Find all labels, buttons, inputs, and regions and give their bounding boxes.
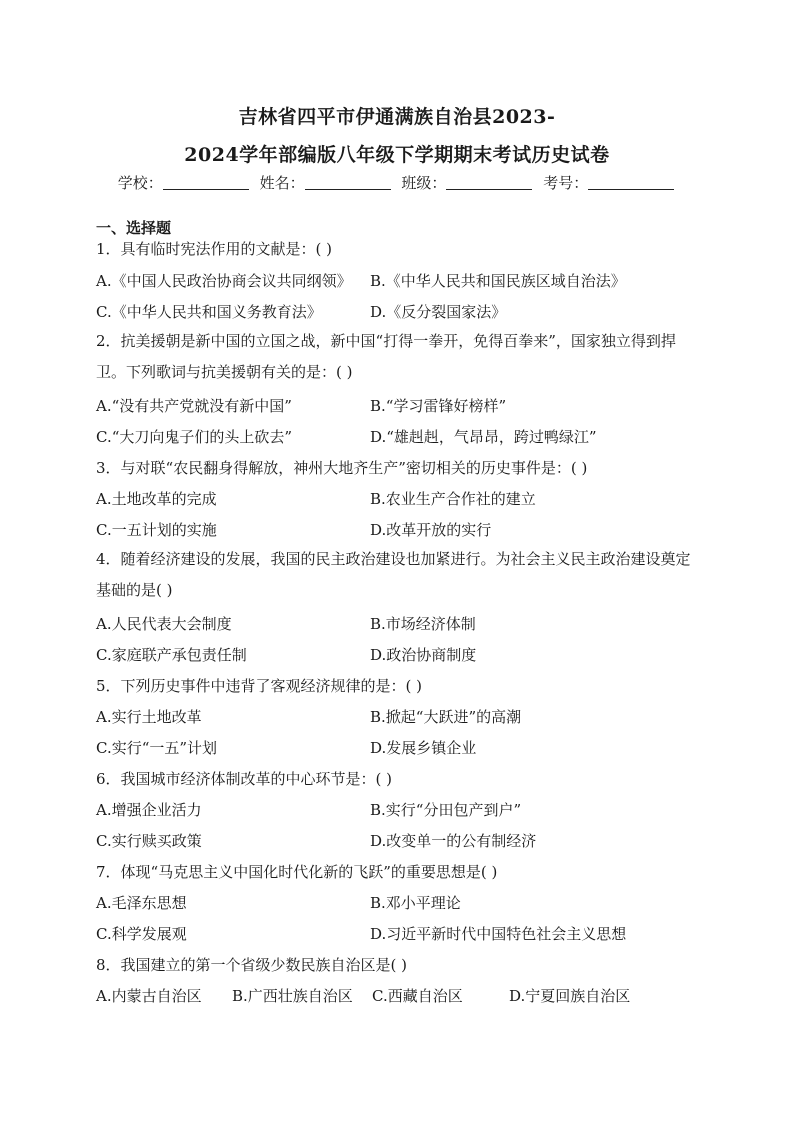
question-3-option-d[interactable]: D.改革开放的实行 [370,521,492,539]
question-6-option-d[interactable]: D.改变单一的公有制经济 [370,832,537,850]
name-blank[interactable] [305,175,391,190]
exam-title-line1: 吉林省四平市伊通满族自治县2023- [238,106,556,128]
question-4-stem: 4．随着经济建设的发展，我国的民主政治建设也加紧进行。为社会主义民主政治建设奠定基础的是( ) [96,550,691,599]
class-label: 班级： [401,174,447,192]
question-1-stem: 1．具有临时宪法作用的文献是：( ) [96,240,333,258]
question-4-option-c[interactable]: C.家庭联产承包责任制 [96,646,247,664]
question-6-option-c[interactable]: C.实行赎买政策 [96,832,202,850]
question-8-option-a[interactable]: A.内蒙古自治区 [96,987,202,1005]
question-2-stem: 2．抗美援朝是新中国的立国之战，新中国“打得一拳开，免得百拳来”，国家独立得到捍卫。下列歌词与抗美援朝有关的是：( ) [96,332,676,381]
question-1-option-a[interactable]: A.《中国人民政治协商会议共同纲领》 [96,272,352,290]
question-8-option-c[interactable]: C.西藏自治区 [372,987,463,1005]
question-4-option-b[interactable]: B.市场经济体制 [370,615,476,633]
question-5-option-c[interactable]: C.实行“一五”计划 [96,739,218,757]
question-4-option-d[interactable]: D.政治协商制度 [370,646,477,664]
question-7-option-c[interactable]: C.科学发展观 [96,925,187,943]
question-1-option-c[interactable]: C.《中华人民共和国义务教育法》 [96,303,322,321]
question-4-option-a[interactable]: A.人民代表大会制度 [96,615,232,633]
question-1-option-d[interactable]: D.《反分裂国家法》 [370,303,507,321]
question-3-option-a[interactable]: A.土地改革的完成 [96,490,217,508]
section-title: 一、选择题 [96,219,172,237]
question-7-option-b[interactable]: B.邓小平理论 [370,894,461,912]
question-2-option-a[interactable]: A.“没有共产党就没有新中国” [96,397,292,415]
question-2-option-c[interactable]: C.“大刀向鬼子们的头上砍去” [96,428,293,446]
question-5-option-a[interactable]: A.实行土地改革 [96,708,202,726]
exam-number-field [543,172,676,193]
class-blank[interactable] [446,175,532,190]
question-5-option-d[interactable]: D.发展乡镇企业 [370,739,477,757]
question-7-stem: 7．体现“马克思主义中国化时代化新的飞跃”的重要思想是( ) [96,863,498,881]
question-5-option-b[interactable]: B.掀起“大跃进”的高潮 [370,708,522,726]
name-label: 姓名： [259,174,305,192]
school-blank[interactable] [163,175,249,190]
question-6-option-b[interactable]: B.实行“分田包产到户” [370,801,522,819]
question-3-stem: 3．与对联“农民翻身得解放，神州大地齐生产”密切相关的历史事件是：( ) [96,459,588,477]
question-2-option-b[interactable]: B.“学习雷锋好榜样” [370,397,507,415]
question-1-option-b[interactable]: B.《中华人民共和国民族区域自治法》 [370,272,626,290]
question-3-option-b[interactable]: B.农业生产合作社的建立 [370,490,536,508]
exam-number-label: 考号： [543,174,589,192]
question-6-option-a[interactable]: A.增强企业活力 [96,801,202,819]
question-7-option-d[interactable]: D.习近平新时代中国特色社会主义思想 [370,925,627,943]
question-8-stem: 8．我国建立的第一个省级少数民族自治区是( ) [96,956,408,974]
exam-title-line2: 2024学年部编版八年级下学期期末考试历史试卷 [184,144,610,166]
exam-number-blank[interactable] [588,175,674,190]
question-6-stem: 6．我国城市经济体制改革的中心环节是：( ) [96,770,393,788]
name-field [260,172,393,193]
question-2-option-d[interactable]: D.“雄赳赳，气昂昂，跨过鸭绿江” [370,428,597,446]
question-3-option-c[interactable]: C.一五计划的实施 [96,521,217,539]
class-field [401,172,534,193]
school-field [118,172,251,193]
question-5-stem: 5．下列历史事件中违背了客观经济规律的是：( ) [96,677,423,695]
question-7-option-a[interactable]: A.毛泽东思想 [96,894,187,912]
school-label: 学校： [117,174,163,192]
question-8-option-b[interactable]: B.广西壮族自治区 [232,987,353,1005]
student-info-line [0,172,794,193]
question-8-option-d[interactable]: D.宁夏回族自治区 [509,987,631,1005]
